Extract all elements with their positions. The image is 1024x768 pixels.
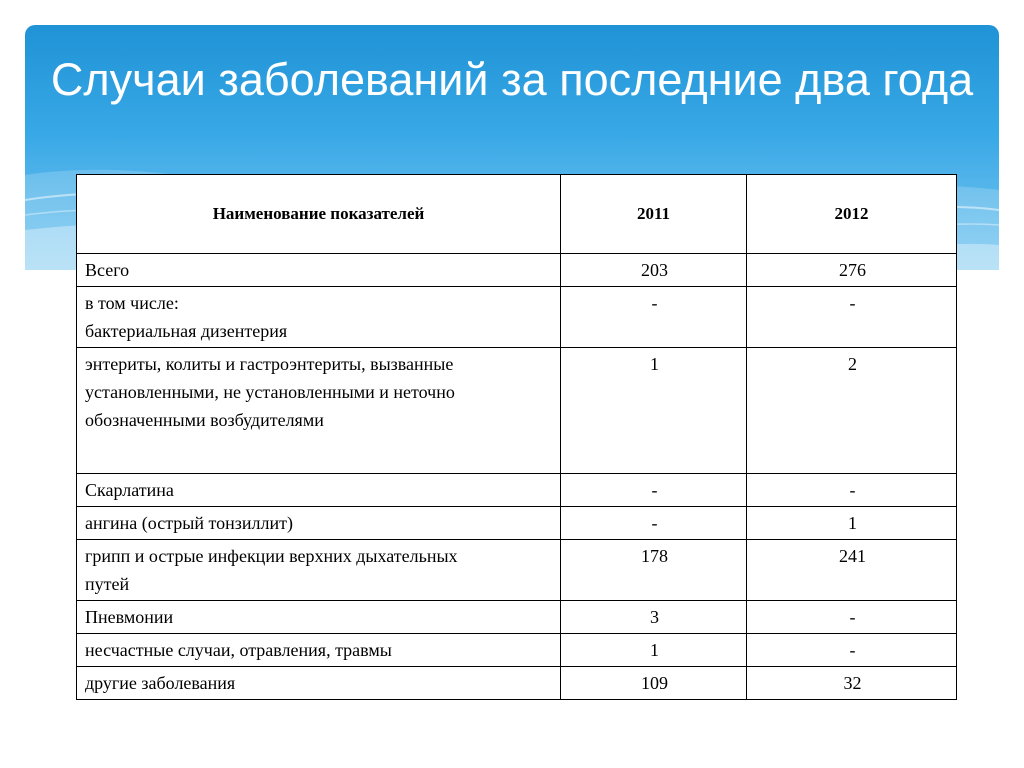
row-label: ангина (острый тонзиллит) (77, 507, 561, 540)
row-label: Всего (77, 254, 561, 287)
table-row (77, 667, 957, 700)
value-2012: 276 (747, 254, 957, 287)
value-2012: 241 (747, 540, 957, 601)
column-header-2012: 2012 (747, 175, 957, 254)
row-label: другие заболевания (77, 667, 561, 700)
value-2011: 203 (561, 254, 747, 287)
table-row (77, 540, 957, 601)
row-label: Скарлатина (77, 474, 561, 507)
value-2012: 1 (747, 507, 957, 540)
row-label: Пневмонии (77, 601, 561, 634)
column-header-2011: 2011 (561, 175, 747, 254)
row-label: грипп и острые инфекции верхних дыхательных путей (77, 540, 561, 601)
table-row (77, 601, 957, 634)
value-2012: - (747, 287, 957, 348)
table-row (77, 507, 957, 540)
table-row (77, 287, 957, 348)
value-2011: 178 (561, 540, 747, 601)
row-label: энтериты, колиты и гастроэнтериты, вызванные установленными, не установленными и неточно обозначенными возбудителями (77, 348, 561, 474)
value-2011: - (561, 287, 747, 348)
value-2012: 32 (747, 667, 957, 700)
row-label: несчастные случаи, отравления, травмы (77, 634, 561, 667)
column-header-indicator: Наименование показателей (77, 175, 561, 254)
value-2012: - (747, 474, 957, 507)
row-label: в том числе: бактериальная дизентерия (77, 287, 561, 348)
value-2011: 1 (561, 348, 747, 474)
table-header-row (77, 175, 957, 254)
value-2012: - (747, 634, 957, 667)
table-row (77, 634, 957, 667)
value-2011: 1 (561, 634, 747, 667)
slide-title: Случаи заболеваний за последние два года (50, 54, 974, 105)
value-2011: 3 (561, 601, 747, 634)
value-2011: - (561, 474, 747, 507)
table-row (77, 254, 957, 287)
table-row (77, 474, 957, 507)
value-2012: 2 (747, 348, 957, 474)
value-2011: 109 (561, 667, 747, 700)
table-row (77, 348, 957, 474)
value-2012: - (747, 601, 957, 634)
value-2011: - (561, 507, 747, 540)
disease-cases-table (76, 174, 957, 700)
